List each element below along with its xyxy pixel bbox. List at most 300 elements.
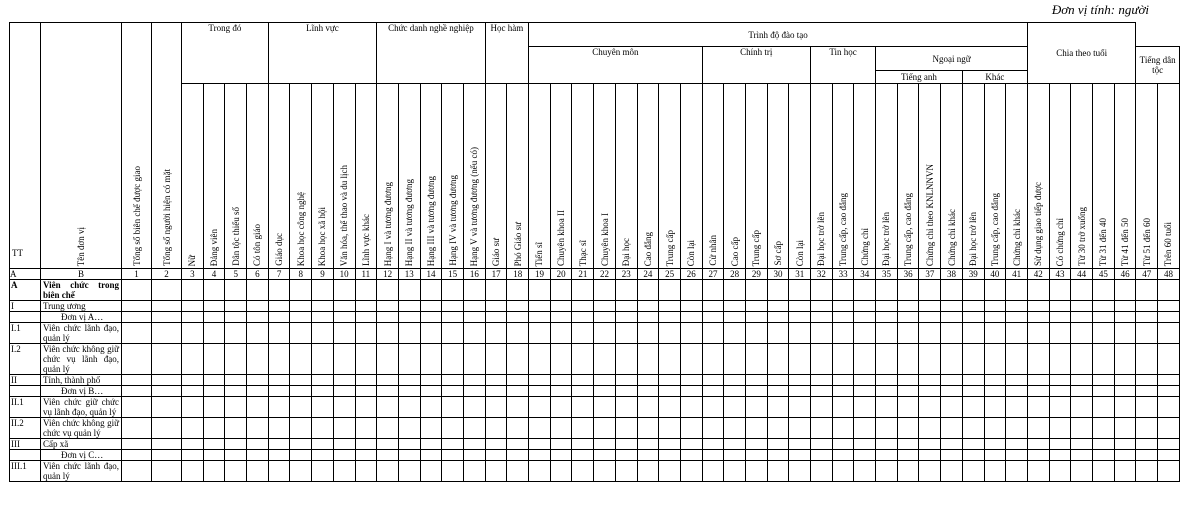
data-cell[interactable]	[225, 461, 247, 482]
data-cell[interactable]	[1049, 386, 1071, 397]
data-cell[interactable]	[897, 450, 919, 461]
data-cell[interactable]	[182, 450, 204, 461]
data-cell[interactable]	[442, 397, 464, 418]
data-cell[interactable]	[832, 312, 854, 323]
data-cell[interactable]	[550, 418, 572, 439]
data-cell[interactable]	[854, 450, 876, 461]
data-cell[interactable]	[312, 375, 334, 386]
data-cell[interactable]	[854, 312, 876, 323]
data-cell[interactable]	[333, 418, 355, 439]
data-cell[interactable]	[398, 301, 420, 312]
data-cell[interactable]	[420, 312, 442, 323]
data-cell[interactable]	[659, 450, 681, 461]
data-cell[interactable]	[355, 397, 377, 418]
data-cell[interactable]	[745, 323, 767, 344]
data-cell[interactable]	[767, 397, 789, 418]
data-cell[interactable]	[941, 397, 963, 418]
data-cell[interactable]	[333, 450, 355, 461]
data-cell[interactable]	[811, 344, 833, 375]
data-cell[interactable]	[572, 386, 594, 397]
data-cell[interactable]	[832, 280, 854, 301]
data-cell[interactable]	[962, 280, 984, 301]
data-cell[interactable]	[832, 344, 854, 375]
data-cell[interactable]	[659, 323, 681, 344]
data-cell[interactable]	[984, 375, 1006, 386]
data-cell[interactable]	[550, 344, 572, 375]
data-cell[interactable]	[182, 418, 204, 439]
data-cell[interactable]	[225, 280, 247, 301]
data-cell[interactable]	[680, 344, 702, 375]
data-cell[interactable]	[594, 312, 616, 323]
data-cell[interactable]	[941, 323, 963, 344]
data-cell[interactable]	[962, 397, 984, 418]
data-cell[interactable]	[398, 397, 420, 418]
data-cell[interactable]	[876, 439, 898, 450]
data-cell[interactable]	[745, 301, 767, 312]
data-cell[interactable]	[1158, 397, 1180, 418]
data-cell[interactable]	[1114, 418, 1136, 439]
data-cell[interactable]	[377, 375, 399, 386]
data-cell[interactable]	[507, 280, 529, 301]
data-cell[interactable]	[615, 375, 637, 386]
data-cell[interactable]	[203, 461, 225, 482]
data-cell[interactable]	[1006, 461, 1028, 482]
data-cell[interactable]	[420, 386, 442, 397]
data-cell[interactable]	[680, 397, 702, 418]
data-cell[interactable]	[312, 439, 334, 450]
data-cell[interactable]	[152, 375, 182, 386]
data-cell[interactable]	[1006, 375, 1028, 386]
data-cell[interactable]	[724, 344, 746, 375]
data-cell[interactable]	[984, 323, 1006, 344]
data-cell[interactable]	[594, 280, 616, 301]
data-cell[interactable]	[355, 450, 377, 461]
data-cell[interactable]	[398, 344, 420, 375]
data-cell[interactable]	[745, 439, 767, 450]
data-cell[interactable]	[442, 375, 464, 386]
data-cell[interactable]	[463, 323, 485, 344]
data-cell[interactable]	[247, 450, 269, 461]
data-cell[interactable]	[312, 418, 334, 439]
data-cell[interactable]	[572, 312, 594, 323]
data-cell[interactable]	[702, 344, 724, 375]
data-cell[interactable]	[615, 312, 637, 323]
data-cell[interactable]	[312, 344, 334, 375]
data-cell[interactable]	[745, 386, 767, 397]
data-cell[interactable]	[615, 439, 637, 450]
data-cell[interactable]	[1158, 461, 1180, 482]
data-cell[interactable]	[182, 386, 204, 397]
data-cell[interactable]	[680, 386, 702, 397]
data-cell[interactable]	[897, 301, 919, 312]
data-cell[interactable]	[182, 301, 204, 312]
data-cell[interactable]	[1027, 386, 1049, 397]
data-cell[interactable]	[919, 375, 941, 386]
data-cell[interactable]	[485, 344, 507, 375]
data-cell[interactable]	[572, 461, 594, 482]
data-cell[interactable]	[1049, 450, 1071, 461]
data-cell[interactable]	[290, 386, 312, 397]
data-cell[interactable]	[767, 386, 789, 397]
data-cell[interactable]	[312, 386, 334, 397]
data-cell[interactable]	[897, 418, 919, 439]
data-cell[interactable]	[832, 418, 854, 439]
data-cell[interactable]	[355, 418, 377, 439]
data-cell[interactable]	[507, 450, 529, 461]
data-cell[interactable]	[572, 375, 594, 386]
data-cell[interactable]	[377, 280, 399, 301]
data-cell[interactable]	[1027, 450, 1049, 461]
data-cell[interactable]	[702, 301, 724, 312]
data-cell[interactable]	[1071, 418, 1093, 439]
data-cell[interactable]	[876, 344, 898, 375]
data-cell[interactable]	[1049, 375, 1071, 386]
data-cell[interactable]	[941, 450, 963, 461]
data-cell[interactable]	[203, 450, 225, 461]
data-cell[interactable]	[529, 450, 551, 461]
data-cell[interactable]	[984, 312, 1006, 323]
data-cell[interactable]	[941, 344, 963, 375]
data-cell[interactable]	[122, 450, 152, 461]
data-cell[interactable]	[152, 418, 182, 439]
data-cell[interactable]	[398, 418, 420, 439]
data-cell[interactable]	[702, 375, 724, 386]
data-cell[interactable]	[1071, 301, 1093, 312]
data-cell[interactable]	[637, 450, 659, 461]
data-cell[interactable]	[122, 312, 152, 323]
data-cell[interactable]	[984, 418, 1006, 439]
data-cell[interactable]	[941, 386, 963, 397]
data-cell[interactable]	[550, 439, 572, 450]
data-cell[interactable]	[941, 280, 963, 301]
data-cell[interactable]	[1093, 397, 1115, 418]
data-cell[interactable]	[247, 418, 269, 439]
data-cell[interactable]	[377, 397, 399, 418]
data-cell[interactable]	[442, 323, 464, 344]
data-cell[interactable]	[1071, 312, 1093, 323]
data-cell[interactable]	[1027, 344, 1049, 375]
data-cell[interactable]	[290, 461, 312, 482]
data-cell[interactable]	[355, 323, 377, 344]
data-cell[interactable]	[659, 280, 681, 301]
data-cell[interactable]	[680, 439, 702, 450]
data-cell[interactable]	[268, 301, 290, 312]
data-cell[interactable]	[355, 386, 377, 397]
data-cell[interactable]	[984, 344, 1006, 375]
data-cell[interactable]	[1093, 461, 1115, 482]
data-cell[interactable]	[355, 375, 377, 386]
data-cell[interactable]	[1136, 280, 1158, 301]
data-cell[interactable]	[680, 418, 702, 439]
data-cell[interactable]	[485, 375, 507, 386]
data-cell[interactable]	[876, 461, 898, 482]
data-cell[interactable]	[659, 375, 681, 386]
data-cell[interactable]	[789, 461, 811, 482]
data-cell[interactable]	[919, 439, 941, 450]
data-cell[interactable]	[1093, 344, 1115, 375]
data-cell[interactable]	[463, 375, 485, 386]
data-cell[interactable]	[1071, 450, 1093, 461]
data-cell[interactable]	[377, 418, 399, 439]
data-cell[interactable]	[811, 375, 833, 386]
data-cell[interactable]	[876, 397, 898, 418]
data-cell[interactable]	[463, 312, 485, 323]
data-cell[interactable]	[789, 375, 811, 386]
data-cell[interactable]	[724, 280, 746, 301]
data-cell[interactable]	[398, 375, 420, 386]
data-cell[interactable]	[572, 280, 594, 301]
data-cell[interactable]	[1093, 280, 1115, 301]
data-cell[interactable]	[919, 312, 941, 323]
data-cell[interactable]	[659, 301, 681, 312]
data-cell[interactable]	[550, 312, 572, 323]
data-cell[interactable]	[615, 418, 637, 439]
data-cell[interactable]	[572, 439, 594, 450]
data-cell[interactable]	[529, 312, 551, 323]
data-cell[interactable]	[225, 450, 247, 461]
data-cell[interactable]	[767, 344, 789, 375]
data-cell[interactable]	[377, 450, 399, 461]
data-cell[interactable]	[442, 312, 464, 323]
data-cell[interactable]	[182, 323, 204, 344]
data-cell[interactable]	[594, 344, 616, 375]
data-cell[interactable]	[789, 301, 811, 312]
data-cell[interactable]	[312, 280, 334, 301]
data-cell[interactable]	[962, 386, 984, 397]
data-cell[interactable]	[1027, 301, 1049, 312]
data-cell[interactable]	[225, 439, 247, 450]
data-cell[interactable]	[377, 301, 399, 312]
data-cell[interactable]	[745, 312, 767, 323]
data-cell[interactable]	[333, 280, 355, 301]
data-cell[interactable]	[984, 439, 1006, 450]
data-cell[interactable]	[594, 397, 616, 418]
data-cell[interactable]	[811, 450, 833, 461]
data-cell[interactable]	[789, 450, 811, 461]
data-cell[interactable]	[637, 312, 659, 323]
data-cell[interactable]	[312, 450, 334, 461]
data-cell[interactable]	[290, 323, 312, 344]
data-cell[interactable]	[182, 280, 204, 301]
data-cell[interactable]	[832, 375, 854, 386]
data-cell[interactable]	[594, 450, 616, 461]
data-cell[interactable]	[485, 323, 507, 344]
data-cell[interactable]	[767, 418, 789, 439]
data-cell[interactable]	[182, 344, 204, 375]
data-cell[interactable]	[962, 461, 984, 482]
data-cell[interactable]	[1136, 344, 1158, 375]
data-cell[interactable]	[572, 344, 594, 375]
data-cell[interactable]	[268, 375, 290, 386]
data-cell[interactable]	[442, 386, 464, 397]
data-cell[interactable]	[333, 375, 355, 386]
data-cell[interactable]	[1136, 323, 1158, 344]
data-cell[interactable]	[724, 312, 746, 323]
data-cell[interactable]	[1006, 397, 1028, 418]
data-cell[interactable]	[1071, 323, 1093, 344]
data-cell[interactable]	[355, 344, 377, 375]
data-cell[interactable]	[1158, 312, 1180, 323]
data-cell[interactable]	[312, 312, 334, 323]
data-cell[interactable]	[1114, 461, 1136, 482]
data-cell[interactable]	[724, 397, 746, 418]
data-cell[interactable]	[659, 461, 681, 482]
data-cell[interactable]	[919, 386, 941, 397]
data-cell[interactable]	[702, 280, 724, 301]
data-cell[interactable]	[290, 418, 312, 439]
data-cell[interactable]	[203, 323, 225, 344]
data-cell[interactable]	[1136, 386, 1158, 397]
data-cell[interactable]	[1093, 450, 1115, 461]
data-cell[interactable]	[876, 301, 898, 312]
data-cell[interactable]	[550, 397, 572, 418]
data-cell[interactable]	[594, 301, 616, 312]
data-cell[interactable]	[507, 418, 529, 439]
data-cell[interactable]	[420, 397, 442, 418]
data-cell[interactable]	[122, 375, 152, 386]
data-cell[interactable]	[1071, 386, 1093, 397]
data-cell[interactable]	[615, 323, 637, 344]
data-cell[interactable]	[485, 439, 507, 450]
data-cell[interactable]	[962, 301, 984, 312]
data-cell[interactable]	[594, 323, 616, 344]
data-cell[interactable]	[1136, 301, 1158, 312]
data-cell[interactable]	[442, 301, 464, 312]
data-cell[interactable]	[724, 323, 746, 344]
data-cell[interactable]	[702, 439, 724, 450]
data-cell[interactable]	[767, 323, 789, 344]
data-cell[interactable]	[507, 461, 529, 482]
data-cell[interactable]	[529, 418, 551, 439]
data-cell[interactable]	[1158, 418, 1180, 439]
data-cell[interactable]	[702, 397, 724, 418]
data-cell[interactable]	[832, 301, 854, 312]
data-cell[interactable]	[247, 386, 269, 397]
data-cell[interactable]	[420, 323, 442, 344]
data-cell[interactable]	[1071, 344, 1093, 375]
data-cell[interactable]	[572, 397, 594, 418]
data-cell[interactable]	[442, 418, 464, 439]
data-cell[interactable]	[290, 344, 312, 375]
data-cell[interactable]	[745, 418, 767, 439]
data-cell[interactable]	[594, 439, 616, 450]
data-cell[interactable]	[463, 461, 485, 482]
data-cell[interactable]	[225, 386, 247, 397]
data-cell[interactable]	[680, 461, 702, 482]
data-cell[interactable]	[268, 397, 290, 418]
data-cell[interactable]	[529, 344, 551, 375]
data-cell[interactable]	[290, 312, 312, 323]
data-cell[interactable]	[984, 386, 1006, 397]
data-cell[interactable]	[897, 461, 919, 482]
data-cell[interactable]	[919, 280, 941, 301]
data-cell[interactable]	[333, 323, 355, 344]
data-cell[interactable]	[897, 323, 919, 344]
data-cell[interactable]	[290, 397, 312, 418]
data-cell[interactable]	[529, 461, 551, 482]
data-cell[interactable]	[225, 397, 247, 418]
data-cell[interactable]	[420, 418, 442, 439]
data-cell[interactable]	[442, 344, 464, 375]
data-cell[interactable]	[984, 461, 1006, 482]
data-cell[interactable]	[1114, 280, 1136, 301]
data-cell[interactable]	[203, 312, 225, 323]
data-cell[interactable]	[572, 323, 594, 344]
data-cell[interactable]	[767, 312, 789, 323]
data-cell[interactable]	[659, 312, 681, 323]
data-cell[interactable]	[247, 344, 269, 375]
data-cell[interactable]	[789, 439, 811, 450]
data-cell[interactable]	[1049, 301, 1071, 312]
data-cell[interactable]	[122, 386, 152, 397]
data-cell[interactable]	[594, 418, 616, 439]
data-cell[interactable]	[203, 375, 225, 386]
data-cell[interactable]	[203, 301, 225, 312]
data-cell[interactable]	[1158, 323, 1180, 344]
data-cell[interactable]	[724, 375, 746, 386]
data-cell[interactable]	[659, 386, 681, 397]
data-cell[interactable]	[1071, 461, 1093, 482]
data-cell[interactable]	[182, 312, 204, 323]
data-cell[interactable]	[1136, 375, 1158, 386]
data-cell[interactable]	[1027, 461, 1049, 482]
data-cell[interactable]	[789, 323, 811, 344]
data-cell[interactable]	[225, 312, 247, 323]
data-cell[interactable]	[984, 301, 1006, 312]
data-cell[interactable]	[122, 397, 152, 418]
data-cell[interactable]	[152, 301, 182, 312]
data-cell[interactable]	[203, 418, 225, 439]
data-cell[interactable]	[1136, 418, 1158, 439]
data-cell[interactable]	[832, 450, 854, 461]
data-cell[interactable]	[724, 301, 746, 312]
data-cell[interactable]	[463, 386, 485, 397]
data-cell[interactable]	[550, 461, 572, 482]
data-cell[interactable]	[485, 461, 507, 482]
data-cell[interactable]	[247, 312, 269, 323]
data-cell[interactable]	[984, 397, 1006, 418]
data-cell[interactable]	[1006, 344, 1028, 375]
data-cell[interactable]	[832, 397, 854, 418]
data-cell[interactable]	[854, 439, 876, 450]
data-cell[interactable]	[854, 344, 876, 375]
data-cell[interactable]	[507, 397, 529, 418]
data-cell[interactable]	[463, 280, 485, 301]
data-cell[interactable]	[507, 323, 529, 344]
data-cell[interactable]	[1006, 323, 1028, 344]
data-cell[interactable]	[832, 439, 854, 450]
data-cell[interactable]	[745, 450, 767, 461]
data-cell[interactable]	[355, 461, 377, 482]
data-cell[interactable]	[529, 439, 551, 450]
data-cell[interactable]	[854, 301, 876, 312]
data-cell[interactable]	[268, 323, 290, 344]
data-cell[interactable]	[377, 439, 399, 450]
data-cell[interactable]	[377, 461, 399, 482]
data-cell[interactable]	[122, 344, 152, 375]
data-cell[interactable]	[1093, 386, 1115, 397]
data-cell[interactable]	[550, 386, 572, 397]
data-cell[interactable]	[1158, 375, 1180, 386]
data-cell[interactable]	[1006, 418, 1028, 439]
data-cell[interactable]	[550, 375, 572, 386]
data-cell[interactable]	[637, 344, 659, 375]
data-cell[interactable]	[152, 450, 182, 461]
data-cell[interactable]	[485, 280, 507, 301]
data-cell[interactable]	[962, 375, 984, 386]
data-cell[interactable]	[1049, 280, 1071, 301]
data-cell[interactable]	[680, 301, 702, 312]
